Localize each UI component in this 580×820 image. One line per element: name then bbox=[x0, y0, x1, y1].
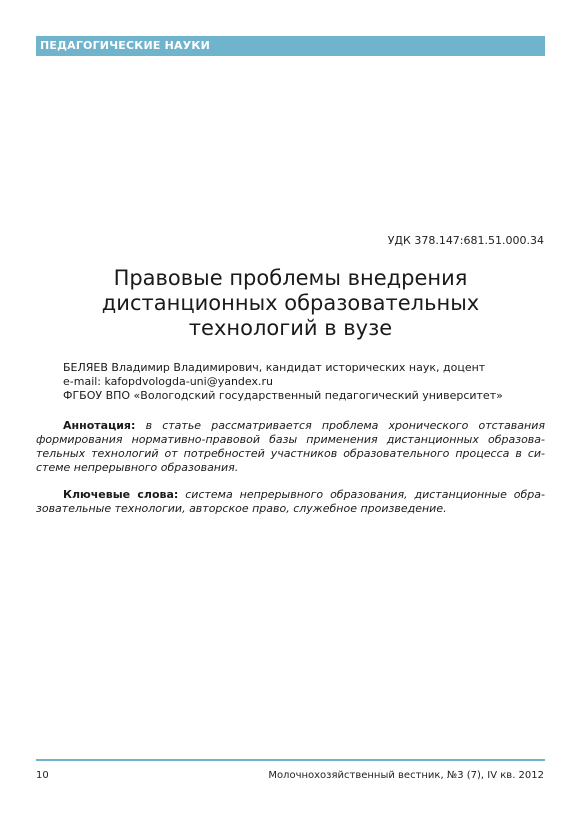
section-label: ПЕДАГОГИЧЕСКИЕ НАУКИ bbox=[40, 39, 211, 52]
author-affiliation: ФГБОУ ВПО «Вологодский государственный педагогический университет» bbox=[63, 389, 503, 402]
abstract-text: формирования нормативно-правовой базы применения дистанционных образова- bbox=[36, 433, 545, 446]
journal-reference: Молочнохозяйственный вестник, №3 (7), IV кв. 2012 bbox=[268, 770, 544, 781]
section-header-band bbox=[36, 36, 545, 56]
udk-code: УДК 378.147:681.51.000.34 bbox=[387, 234, 544, 247]
abstract-line bbox=[36, 447, 545, 461]
keywords bbox=[36, 488, 545, 516]
author-name: БЕЛЯЕВ Владимир Владимирович, кандидат исторических наук, доцент bbox=[63, 361, 486, 374]
abstract-line bbox=[36, 433, 545, 447]
page-number: 10 bbox=[36, 770, 49, 781]
footer-rule bbox=[36, 759, 545, 761]
article-title bbox=[36, 266, 545, 341]
article-title-line: дистанционных образовательных bbox=[101, 291, 480, 315]
abstract-text: тельных технологий от потребностей участников образовательного процесса в си- bbox=[36, 447, 545, 460]
article-title-line: Правовые проблемы внедрения bbox=[113, 266, 468, 290]
abstract-text: в статье рассматривается проблема хронического отставания bbox=[135, 419, 545, 432]
keywords-label: Ключевые слова: bbox=[63, 488, 179, 501]
abstract-label: Аннотация: bbox=[63, 419, 136, 432]
author-email: e-mail: kafopdvologda-uni@yandex.ru bbox=[63, 375, 273, 388]
keywords-line bbox=[36, 502, 545, 516]
keywords-line bbox=[36, 488, 545, 502]
abstract-line bbox=[36, 419, 545, 433]
author-block bbox=[63, 361, 503, 403]
abstract-text: стеме непрерывного образования. bbox=[36, 461, 239, 474]
keywords-text: система непрерывного образования, дистанционные обра- bbox=[178, 488, 545, 501]
abstract-line bbox=[36, 461, 545, 475]
article-title-line: технологий в вузе bbox=[188, 316, 393, 340]
keywords-text: зовательные технологии, авторское право, служебное произведение. bbox=[36, 502, 447, 515]
abstract bbox=[36, 419, 545, 475]
